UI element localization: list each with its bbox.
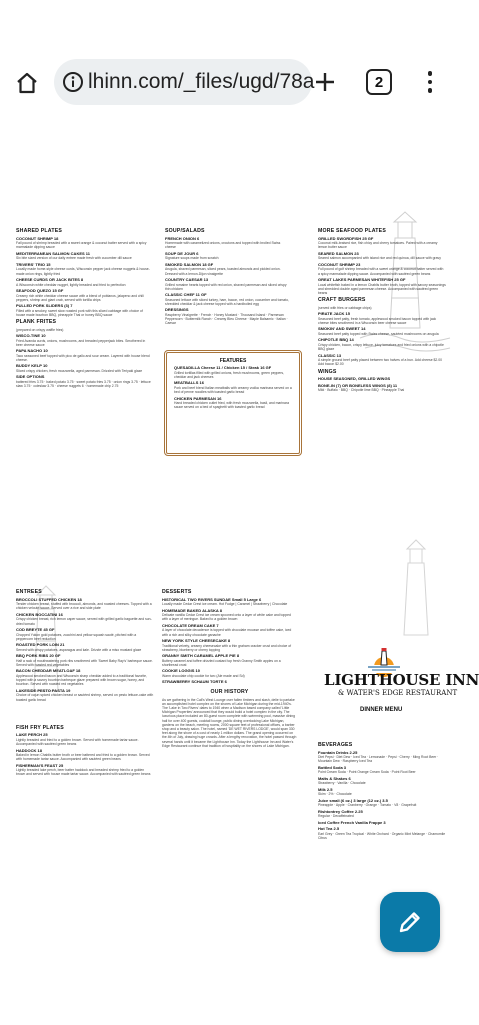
menu-item-desc: A layer of chocolate decadence is topped with chocolate mousse and toffee cake, iced with a rich and silky chocolate ganache [162,628,292,637]
menu-item-name: CHICKEN PARMESAN 16 [174,395,222,401]
menu-item-name: MEATBALLS 16 [174,380,204,386]
menu-item-desc: Seasoned beef patty, fresh tomato, applewood smoked bacon topped with jack cheese bites smothered in a Wisconsin beer cheese sauce [318,316,437,325]
menu-item-name: HOUSE SEASONED, GRILLED WINGS [318,376,391,382]
menu-item-desc: Served with crispy potatoes, asparagus and kale. Drizzle with a miso mustard glaze [16,647,142,652]
menu-item-name: COCONUT SHRIMP 18 [16,235,59,241]
menu-item-name: SOUP DE JOUR 6 [165,250,199,256]
menu-item-desc: Warm chocolate chip cookie for two (Ale made and Sd) [162,673,245,678]
menu-item-desc: Skim · 2% · Chocolate [318,792,352,797]
lighthouse-inn-logo [322,645,479,725]
menu-page-2 [0,535,479,1025]
tab-count: 2 [374,73,384,91]
menu-item-name: COUNTRY CAESAR 13 [165,276,209,282]
browser-chrome [0,0,458,180]
menu-item-desc: Strawberry · Vanilla · Chocolate [318,781,366,786]
soup-salads-column [165,226,290,326]
shared-plates-column [16,226,152,388]
menu-item-desc: Hand breaded chicken cutlet fried, with fresh mozzarella, basil, and marinara sauce served on a bed of spaghetti with toasted garlic bread [174,401,289,410]
menu-item-desc: Applewood smoked bacon and Wisconsin sharp cheddar added to a traditional favorite, topped with a savory bourbon barbeque glaze prepared with brown sugar, honey, and bourbon. Served with roasted red vegetables [16,673,147,687]
menu-item-name: HOMEMADE BAKED ALASKA 8 [162,607,222,613]
menu-page-1 [0,208,458,484]
section-subheading: DRESSINGS [165,307,189,313]
section-heading: ENTREES [16,589,42,595]
menu-item-desc: Creamy rich white cheddar cheese sauce with a blend of poblanos, jalapeno and chili peppers, shrimp and giant crab, served with tortilla chips [16,293,144,302]
menu-item-desc: Crispy chicken breast, rich lemon caper sauce, served with grilled garlic baguette and sun-dried tomato [16,617,152,626]
menu-item-desc: Chopped Yukon gold potatoes, zucchini and yellow squash sauté, pitched with a peppercorn beef reduction [16,632,137,641]
lighthouse-illustration [382,535,452,645]
menu-item-name: CLASSIC CHEF 11 GF [165,292,207,298]
menu-item-name: LAKE PERCH 25 [16,732,48,738]
menu-item-name: QUESADILLA Cheese 11 / Chicken 15 / Steak 16 GF [174,365,272,371]
menu-item-desc: Half a rack of mouthwatering pork ribs smothered with 'Sweet Baby Ray's' barbeque sauce. Served with roasted red vegetables [16,658,153,667]
sunset-lighthouse-logo-icon [366,645,402,673]
menu-item-desc: Local whitefish baked in a lemon Chablis butter broth, topped with savory seasonings and shredded double aged parmesan cheese. Accompanied with sautéed green beans [318,282,446,295]
home-button[interactable] [12,68,42,98]
menu-item-name: BBQ PORK RIBS 20 GF [16,653,61,659]
menu-item-desc: Six bite sized version of our daily entree made fresh with cucumber dill sauce [16,256,132,261]
menu-item-name: PIRATE JACK 15 [318,311,350,317]
menu-item-desc: Mild · Buffalo · BBQ · Chipotle lime BBQ · Pineapple Thai [318,388,405,393]
desserts-column [162,587,297,748]
menu-item-name: Juice small (6 oz.) 3 large (12 oz.) 3.5 [318,797,388,803]
menu-item-name: TRIVERS' TRIO 15 [16,261,51,267]
menu-item-name: SMOKED SALMON 18 GF [165,261,214,267]
menu-item-desc: Grilled romaine hearts topped with red onion, shaved parmesan and sliced crispy thin chicken [165,282,287,291]
menu-item-name: BACON CHEDDAR MEATLOAF 18 [16,668,81,674]
section-heading: SHARED PLATES [16,228,63,234]
menu-item-name: PULLED PORK SLIDERS (3) 7 [16,303,73,309]
menu-item-desc: Arugula, shaved parmesan, sliced pears, toasted almonds and pickled onion. Dressed with a lemon-Dijon vinaigrette [165,267,281,276]
menu-item-name: BROCCOLI STUFFED CHICKEN 18 [16,596,82,602]
new-tab-button[interactable] [310,67,340,97]
menu-item-desc: Fall pound of shrimp breaded with a sweet orange & coconut batter served with a spicy marmalade dipping sauce [16,241,147,250]
menu-item-name: COD BREYTE 45 GF [16,626,55,632]
menu-item-desc: Lightly breaded and fried to a golden brown. Served with homemade tartar sauce. Accompanied with sautéed green beans [16,737,139,747]
section-heading: BEVERAGES [318,742,353,748]
site-info-icon [62,71,84,93]
menu-item-name: Fountain Drinks 2.25 [318,749,358,755]
menu-item-name: SMOKIN' AND SWEET 14 [318,326,366,332]
menu-item-name: Rishtontrey Coffee 2.25 [318,808,363,814]
menu-item-name: SEAFOOD QUEZO 15 GF [16,287,64,293]
menu-item-name: Hot Tea 2.5 [318,826,340,832]
menu-item-desc: Locally made Cedar Crest ice cream. Hot Fudge | Caramel | Strawberry | Chocolate [162,602,288,607]
menu-item-desc: Tender chicken breast, stuffed with broccoli, almonds, and roasted cheeses. Topped with a chicken velouté sauce. Served over a rice and side plate [16,602,152,611]
more-menu-button[interactable] [420,67,440,97]
url-text: lhinn.com/_files/ugd/78a [88,70,315,93]
menu-item-desc: Signature soups made from scratch [165,256,219,261]
menu-item-name: GRILLED SWORDFISH 25 GF [318,235,374,241]
menu-item-desc: A simple ground beef patty placed between two halves of a bun. Add cheese $2.00 Add bacon $2.00 [318,358,443,367]
menu-item-name: BONE-IN (7) OR BONELESS WINGS (8) 11 [318,382,398,388]
menu-item-desc: Earl Grey · Green Tea Tropical · White Orchard · Organic Mint Melange · Chamomile Citrus [318,832,446,841]
menu-item-desc: Taco seasoned beef topped with pico de gallo and sour cream. Layered with house blend cheese. [16,353,150,363]
menu-item-desc: Point Cream Soda · Point Orange Cream Soda · Point Root Beer [318,770,416,775]
menu-item-desc: Grilled tortillas filled with grilled onions, fresh mushrooms, green peppers, cheddar and jack cheeses [174,370,285,379]
features-list [174,366,292,409]
features-box [164,350,302,456]
menu-item-desc: Seasoned lettuce with sliced turkey, ham, bacon, red onion, cucumber and tomato, shredded cheddar & jack cheese topped with a hardboiled egg [165,297,289,306]
menu-item-desc: Full pound of golf shrimp breaded with a sweet orange & coconut batter served with a spicy marmalade dipping sauce. Accompanied with sautéed green beans [318,267,444,276]
section-heading: DESSERTS [162,589,192,595]
menu-item-desc: Crispy chicken, bacon, crispy lettuce, juicy tomatoes and fried onions with a chipotle BBQ glaze [318,342,444,352]
menu-item-name: ROASTED PORK LOIN 21 [16,642,65,648]
menu-item-desc: Seared salmon accompanied with island rice and red quinoa, dill sauce with gravy [318,256,441,261]
menu-item-desc: Lightly breaded lake perch, beer batter haddock and breaded shrimp fried to a golden brown and served with house made tartar sauce. Accompanied with sautéed green beans [16,768,151,777]
menu-item-desc: Regular · Decaffeinated [318,814,354,819]
section-note: (served with fries or cabbage chips) [318,305,372,310]
edit-pencil-icon [397,909,423,935]
menu-item-name: HADDOCK 18 [16,747,43,753]
menu-item-desc: Traditional velvety, creamy cheesecake with a thin graham cracker crust and choice of strawberry, blueberry or cherry topping [162,643,292,652]
menu-item-desc: Choice of cajun spiced chicken breast or sautéed shrimp, served on pesto lettuce-cake with toasted garlic bread [16,693,154,702]
section-heading: MORE SEAFOOD PLATES [318,228,386,234]
menu-item-name: BUDDY KELP 10 [16,363,48,369]
menu-item-desc: Delicate vanilla Cedar Crest ice cream spooned onto a layer of white cake and topped with a layer of meringue. Baked to a golden brown [162,613,291,622]
history-text: As we gathering in the Call's West Lounge over fallen timbers and slash, delie to partake an accomplished hotel complex on the shores of Lake Michigan during the mid-1940's. The 'Lake in Two Rivers' dates to 1940 when a Madison based company called 'Little Michigan Properties' announced that they would build a hotel complex in the city. The luxurious place included an 80-guest room complete with swimming pool, massive dining hall for over 400 guests, cocktail lounge, public dining overlooking Lake Michigan, gardens on the beach, meeting rooms, 2000 square feet of professional offices, a barber shop and a beauty salon. The hotel, named 'DE WET RIVERS LODGE', would span 330 feet along the shore of a cost of nearly 1 million dollars. The grand opening occurred on the 4th of July, drawing huge crowds. After a lengthy renovation, the hotel passed through several hands until it became the Lighthouse Inn. Today the Lighthouse Inn and Water's Edge Restaurant continue that tradition of hospitality on the shores of Lake Michigan. [162,697,297,748]
plus-icon [314,71,336,93]
edit-fab-button[interactable] [380,892,440,952]
logo-name: LIGHTHOUSE INN [324,671,479,689]
menu-item-desc: Sliced crispy chicken, fresh mozzarella, aged parmesan. Drizzled with Teriyaki glaze [16,369,143,374]
menu-item-name: LAKESIDE PESTO PASTA 19 [16,687,71,693]
menu-item-desc: Coconut milk-braised rice, fish chicy and cherry tomatoes. Paired with a creamy lemon butter sauce [318,241,438,250]
menu-item-name: GREAT LAKES PARMESAN WHITEFISH 25 GF [318,276,406,282]
page-gap [0,498,458,520]
menu-item-desc: Diet Pepsi · Diet Dew · Iced Tea · Lemonade · Pepsi · Cherry · Ming Root Beer · Mountain Dew · Raspberry Iced Tea [318,755,439,764]
logo-menu-label: DINNER MENU [360,707,403,713]
home-icon [15,71,39,95]
section-heading: SOUP/SALADS [165,228,205,234]
menu-item-name: CLASSIC 13 [318,352,342,358]
menu-item-desc: Buttery caramel and toffee drizzled custard top fresh Granny Smith apples on a shortbread crust [162,658,281,667]
menu-item-name: Iced Coffee French Vanilla Frappe 3 [318,819,386,825]
menu-item-desc: Locally made home-style cheese curds, Wisconsin pepper jack cheese nuggets & house-made onion rings, lightly fried [16,267,150,276]
menu-item-name: COOKIE LOGGIS 10 [162,668,201,674]
menu-item-desc: Fried Avanda curds, onions, mushrooms, and breaded pepperjack bites. Smothered in beer cheese sauce [16,338,146,347]
menu-item-desc: Baked in lemon Chablis butter broth or beer battered and fried to a golden brown. Served with homemade tartar sauce. Accompanied with sautéed green beans [16,753,150,762]
section-note: (prepared on crispy waffle fries) [16,327,64,332]
dressing-list: Raspberry Vinaigrette · French · Honey Mustard · Thousand Island · Parmesan Peppercorn · Buttermilk Ranch · Creamy Bleu Cheese · Maple Balsamic · Italian · Caesar [165,312,288,326]
menu-item-name: COCONUT SHRIMP 23 [318,261,361,267]
site-info-button[interactable] [62,69,84,95]
entrees-column [16,587,154,777]
beverages-column [318,740,448,840]
section-heading: FISH FRY PLATES [16,724,64,731]
menu-item-name: STRAWBERRY SCHAUM TORTE 6 [162,679,227,685]
menu-item-name: Milk 2.5 [318,786,333,792]
menu-item-name: Bottled Soda 3 [318,764,347,770]
menu-item-name: Malts & Shakes 6 [318,775,351,781]
menu-item-name: CHICKEN BOCCATINI 16 [16,611,63,617]
more-vert-icon [428,71,433,76]
logo-subtitle: & WATER'S EDGE RESTAURANT [338,689,458,697]
browser-toolbar [0,58,458,106]
menu-item-name: WISCO-TINE 10 [16,333,46,339]
menu-item-desc: Pork and beef blend Italian meatballs with creamy vodka marinara served on a bed of penne noodles with toasted garlic bread [174,385,292,395]
menu-item-desc: Homemade with caramelized onions, croutons and topped with broiled Swiss cheese [165,241,281,250]
section-heading: WINGS [318,368,337,375]
menu-item-name: CHIPOTLE BBQ 14 [318,337,354,343]
tab-switcher-button[interactable] [366,69,392,95]
section-heading: CRAFT BURGERS [318,297,366,304]
menu-item-name: CHEESE CURDS OR JACK BITES 8 [16,276,84,282]
section-subheading: SIDE OPTIONS [16,374,45,380]
section-heading: PLANK FRITES [16,319,57,326]
menu-item-name: HISTORICAL TWO RIVERS SUNDAE Small 5 Large 6 [162,596,262,602]
menu-item-desc: Pineapple · Apple · Cranberry · Orange · Tomato · V8 · Grapefruit [318,803,417,808]
history-heading: OUR HISTORY [210,688,249,695]
url-bar[interactable] [54,59,315,105]
menu-item-name: FISHERMAN'S FEAST 25 [16,762,64,768]
menu-item-name: SEARED SALMON 23 [318,250,359,256]
seafood-burgers-column [318,226,446,393]
menu-item-desc: A Wisconsin white cheddar nugget, lightly breaded and fried to perfection [16,282,126,287]
menu-item-name: MEDITERRANEAN SALMON CAKES 11 [16,250,91,256]
menu-item-name: PAPA NACHO 10 [16,348,48,354]
side-options-list: battered fries 3.75 · baked potato 3.75 · sweet potato fries 3.75 · onion rings 3.75 · lettuce slaw 3.75 · coleslaw 3.75 · cheese nuggets 6 · homemade chip 2.75 [16,380,151,389]
menu-item-name: CHOCOLATE DREAM CAKE 7 [162,622,219,628]
features-title: FEATURES [219,358,247,364]
menu-item-desc: Filled with a smokey, sweet slow roasted pork with this sliced cabbage with choice of house made bourbon BBQ, pineapple Thai or honey BBQ sauce [16,308,143,317]
menu-item-name: GRANNY SMITH CARAMEL APPLE PIE 8 [162,653,240,659]
menu-item-desc: Seasoned beef patty topped with Swiss cheese, sautéed mushrooms on arugula [318,331,439,336]
menu-item-name: NEW YORK STYLE CHEESECAKE 8 [162,637,231,643]
menu-item-name: FRENCH ONION 6 [165,235,200,241]
